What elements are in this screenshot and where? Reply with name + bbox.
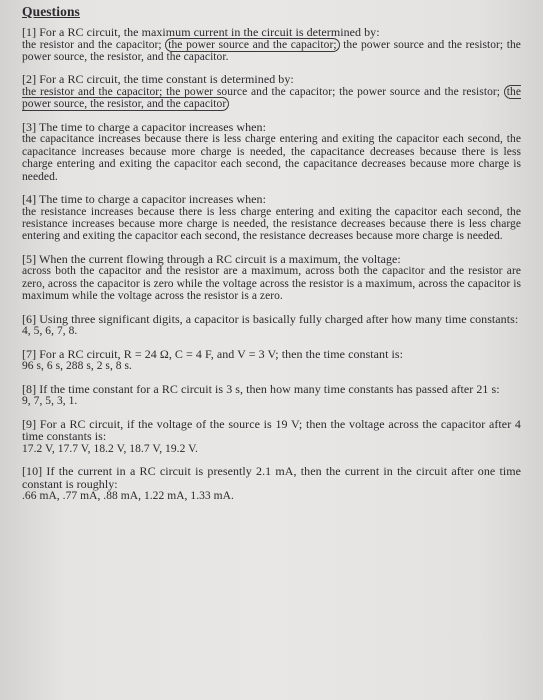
question-2 xyxy=(22,73,521,110)
question-7 xyxy=(22,348,521,373)
question-7-choices: 96 s, 6 s, 288 s, 2 s, 8 s. xyxy=(22,360,132,373)
question-9-text: [9] For a RC circuit, if the voltage of the source is 19 V; then the voltage across the capacitor after 4 time constants is: xyxy=(22,416,521,444)
question-1-choices xyxy=(22,39,521,64)
question-5 xyxy=(22,253,521,303)
question-2-choices-pre: the resistor and the capacitor; the power source and the capacitor; the power source and the resistor; xyxy=(22,86,500,98)
question-10-text: [10] If the current in a RC circuit is presently 2.1 mA, then the current in the circuit after one time constant is roughly: xyxy=(22,464,521,491)
question-6 xyxy=(22,313,521,338)
question-3-choices: the capacitance increases because there is less charge entering and exiting the capacitor each second, the capacitance increases because more charge is needed, the capacitance decreases because there is less charge entering and exiting the capacitor each second, the capacitance decreases because more charge is needed. xyxy=(22,133,521,183)
question-1-circled-answer: the power source and the capacitor; xyxy=(165,38,339,52)
question-5-choices: across both the capacitor and the resistor are a maximum, across both the capacitor and the resistor are zero, across the capacitor is zero while the voltage across the resistor is a maximum, across the capacitor is maximum while the voltage across the resistor is a zero. xyxy=(22,265,521,303)
question-4-text: [4] The time to charge a capacitor increases when: xyxy=(22,192,266,207)
question-8 xyxy=(22,383,521,408)
question-2-circled-answer: the power source, the resistor, and the capacitor xyxy=(22,86,521,111)
question-2-choices xyxy=(22,86,521,111)
question-9-choices: 17.2 V, 17.7 V, 18.2 V, 18.7 V, 19.2 V. xyxy=(22,442,198,455)
question-10 xyxy=(22,465,521,503)
question-8-text: [8] If the time constant for a RC circuit is 3 s, then how many time constants has passed after 21 s: xyxy=(22,381,500,396)
question-3-text: [3] The time to charge a capacitor increases when: xyxy=(22,119,266,134)
question-1-choices-pre: the resistor and the capacitor; xyxy=(22,38,162,51)
question-8-choices: 9, 7, 5, 3, 1. xyxy=(22,395,78,408)
question-4-choices: the resistance increases because there is less charge entering and exiting the capacitor each second, the resistance increases because more charge is needed, the resistance decreases because there is less charge entering and exiting the capacitor each second, the resistance decreases because more charge is needed. xyxy=(22,205,521,243)
question-1-choices-post: the power source and the resistor; the power source, the resistor, and the capacitor. xyxy=(22,38,521,63)
question-1 xyxy=(22,26,521,63)
question-1-text: [1] For a RC circuit, the maximum current in the circuit is determined by: xyxy=(22,25,380,39)
page-title: Questions xyxy=(22,4,80,19)
question-10-choices: .66 mA, .77 mA, .88 mA, 1.22 mA, 1.33 mA. xyxy=(22,490,234,503)
question-6-text: [6] Using three significant digits, a capacitor is basically fully charged after how many time constants: xyxy=(22,311,519,326)
question-5-text: [5] When the current flowing through a RC circuit is a maximum, the voltage: xyxy=(22,251,401,266)
question-9 xyxy=(22,418,521,456)
question-7-text: [7] For a RC circuit, R = 24 Ω, C = 4 F, and V = 3 V; then the time constant is: xyxy=(22,346,404,361)
question-2-text: [2] For a RC circuit, the time constant is determined by: xyxy=(22,72,294,87)
question-3 xyxy=(22,121,521,183)
question-4 xyxy=(22,193,521,243)
question-6-choices: 4, 5, 6, 7, 8. xyxy=(22,325,78,338)
